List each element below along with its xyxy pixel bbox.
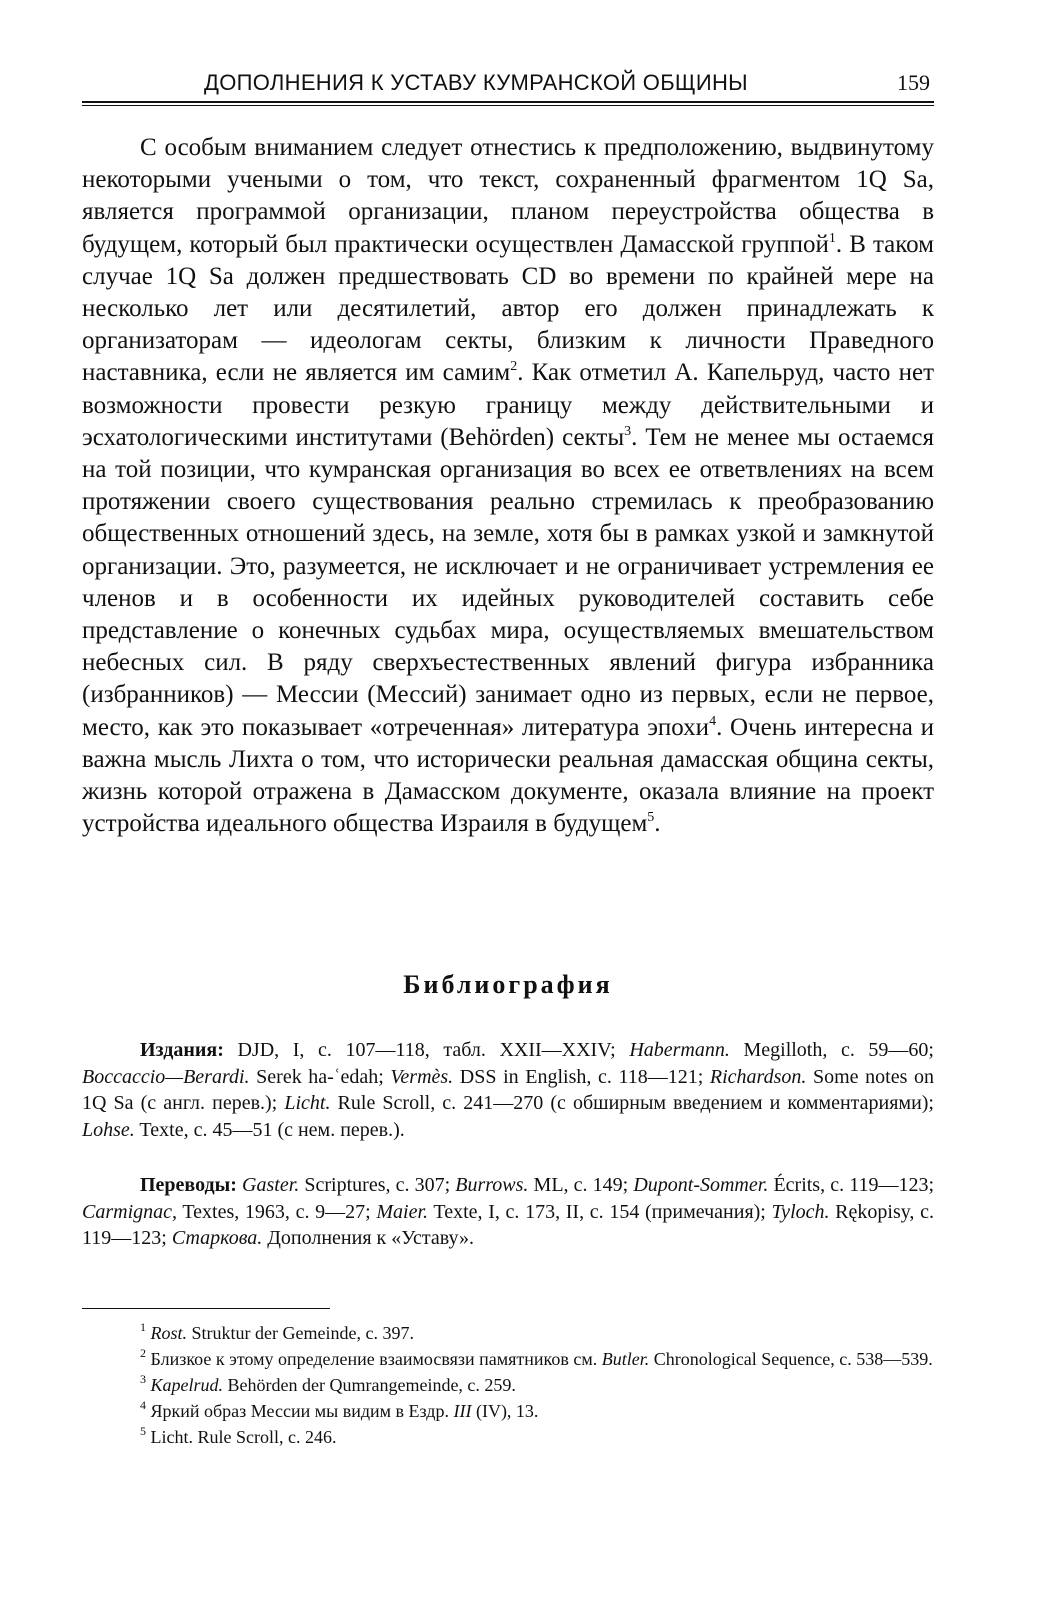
bib-author: Habermann. — [629, 1039, 730, 1061]
footnote-ref[interactable]: 5 — [647, 810, 655, 826]
footnote-ref[interactable]: 4 — [709, 713, 717, 729]
header-rule — [82, 101, 934, 103]
bib-text: Some notes on 1Q Sa (с англ. перев.); — [82, 1065, 934, 1114]
bib-author: Старкова. — [171, 1227, 263, 1249]
text-segment: . Тем не менее мы остаемся на той позиции, что кумранская организация во всех ее ответвлениях на всем протяжении своего существования реально стремилась к преобразованию общественных отношений здесь, на земле, хотя бы в рамках узкой и замкнутой организации. Это, разумеется, не исключает и не ограничивает устремления ее членов и в особенности их идейных руководителей составить себе представление о конечных судьбах мира, осуществляемых вмешательством небесных сил. В ряду сверхъестественных явлений фигура избранника (избранников) — Мессии (Мессий) занимает одно из первых, если не первое, место, как это показывает «отреченная» литература эпохи — [82, 423, 935, 741]
footnote — [82, 1424, 934, 1450]
bib-text: Rękopisy, с. 119—123; — [82, 1200, 934, 1249]
bib-text: Texte, с. 45—51 (с нем. перев.). — [134, 1118, 405, 1141]
bib-text: Serek ha-ʿedah; — [249, 1065, 391, 1088]
text-segment: С особым вниманием следует отнестись к предположению, выдвинутому некоторыми учеными о том, что текст, сохраненный фрагментом 1Q Sa, является программой организации, планом переустройства общества в будущем, который был практически осуществлен Дамасской группой — [82, 134, 934, 258]
footnote-number: 5 — [140, 1424, 146, 1438]
bib-text: Scriptures, с. 307; — [299, 1174, 456, 1196]
footnote — [82, 1320, 934, 1346]
fn-author: III — [453, 1401, 472, 1421]
main-paragraph — [82, 132, 934, 840]
bib-author: Richardson. — [709, 1065, 807, 1088]
bib-text: Megilloth, с. 59—60; — [729, 1039, 934, 1061]
bib-author: Licht. — [284, 1092, 331, 1114]
footnote-number: 1 — [140, 1320, 146, 1334]
footnote — [82, 1398, 934, 1424]
fn-author: Rost. — [150, 1323, 188, 1343]
bib-author: Boccaccio—Berardi. — [82, 1065, 250, 1088]
bib-text: Texte, I, с. 173, II, с. 154 (примечания); — [428, 1200, 772, 1223]
text-segment: . Очень интересна и важна мысль Лихта о том, что исторически реальная дамасская община секты, жизнь которой отражена в Дамасском документе, оказала влияние на проект устройства идеального общества Израиля в будущем — [82, 713, 934, 838]
bib-author: Dupont-Sommer. — [633, 1174, 769, 1196]
bib-author: Lohse. — [82, 1118, 135, 1141]
fn-text: Chronological Sequence, с. 538—539. — [649, 1349, 933, 1369]
footnote-ref[interactable]: 3 — [624, 423, 632, 439]
fn-text: Яркий образ Мессии мы видим в Ездр. — [150, 1401, 454, 1421]
bib-author: Maier. — [376, 1200, 429, 1223]
bib-text: DJD, I, с. 107—118, табл. XXII—XXIV; — [223, 1039, 630, 1061]
bib-text: Rule Scroll, с. 241—270 (с обширным введением и комментариями); — [330, 1092, 934, 1114]
text-segment: . — [654, 810, 661, 838]
bib-author: Gaster. — [242, 1174, 300, 1196]
fn-text: (IV), 13. — [471, 1401, 539, 1421]
page-number: 159 — [897, 70, 930, 95]
footnote-number: 2 — [140, 1346, 146, 1360]
text-segment: . Как отметил А. Капельруд, часто нет возможности провести резкую границу между действительными и эсхатологическими институтами (Behörden) секты — [82, 359, 934, 451]
running-header — [82, 70, 934, 100]
fn-text: Близкое к этому определение взаимосвязи памятников см. — [150, 1349, 602, 1369]
bib-text: Textes, 1963, с. 9—27; — [177, 1200, 377, 1223]
bib-text: DSS in English, с. 118—121; — [453, 1065, 710, 1088]
bib-text: Écrits, с. 119—123; — [768, 1174, 935, 1196]
bib-text: Дополнения к «Уставу». — [262, 1227, 474, 1249]
fn-author: Kapelrud. — [150, 1375, 224, 1395]
editions-label: Издания: — [140, 1039, 224, 1061]
footnote-ref[interactable]: 1 — [828, 230, 836, 246]
fn-text: Struktur der Gemeinde, с. 397. — [187, 1323, 414, 1343]
fn-text: Behörden der Qumrangemeinde, с. 259. — [223, 1375, 516, 1395]
bib-author: Tyloch. — [771, 1200, 830, 1223]
bib-author: Carmignac, — [82, 1200, 177, 1223]
bib-author: Burrows. — [455, 1174, 529, 1196]
header-rule-thin — [82, 105, 934, 106]
footnote-number: 4 — [140, 1398, 146, 1412]
footnote — [82, 1372, 934, 1398]
footnote-separator — [82, 1308, 330, 1309]
bib-text: ML, с. 149; — [528, 1174, 634, 1196]
fn-text: Licht. Rule Scroll, с. 246. — [150, 1427, 337, 1447]
footnote-number: 3 — [140, 1372, 146, 1386]
bibliography-heading: Библиография — [403, 970, 613, 999]
text-segment: . В таком случае 1Q Sa должен предшествовать CD во времени по крайней мере на несколько лет или десятилетий, автор его должен принадлежать к организаторам — идеологам секты, близким к личности Праведного наставника, если не является им самим — [82, 230, 934, 387]
translations-label: Переводы: — [140, 1174, 237, 1196]
bib-author: Vermès. — [390, 1065, 454, 1088]
footnotes — [82, 1320, 934, 1450]
running-title: ДОПОЛНЕНИЯ К УСТАВУ КУМРАНСКОЙ ОБЩИНЫ — [204, 70, 748, 95]
fn-author: Butler. — [601, 1349, 650, 1369]
bibliography-translations — [82, 1172, 934, 1252]
bibliography-editions — [82, 1037, 934, 1143]
footnote-ref[interactable]: 2 — [510, 359, 518, 375]
footnote — [82, 1346, 934, 1372]
